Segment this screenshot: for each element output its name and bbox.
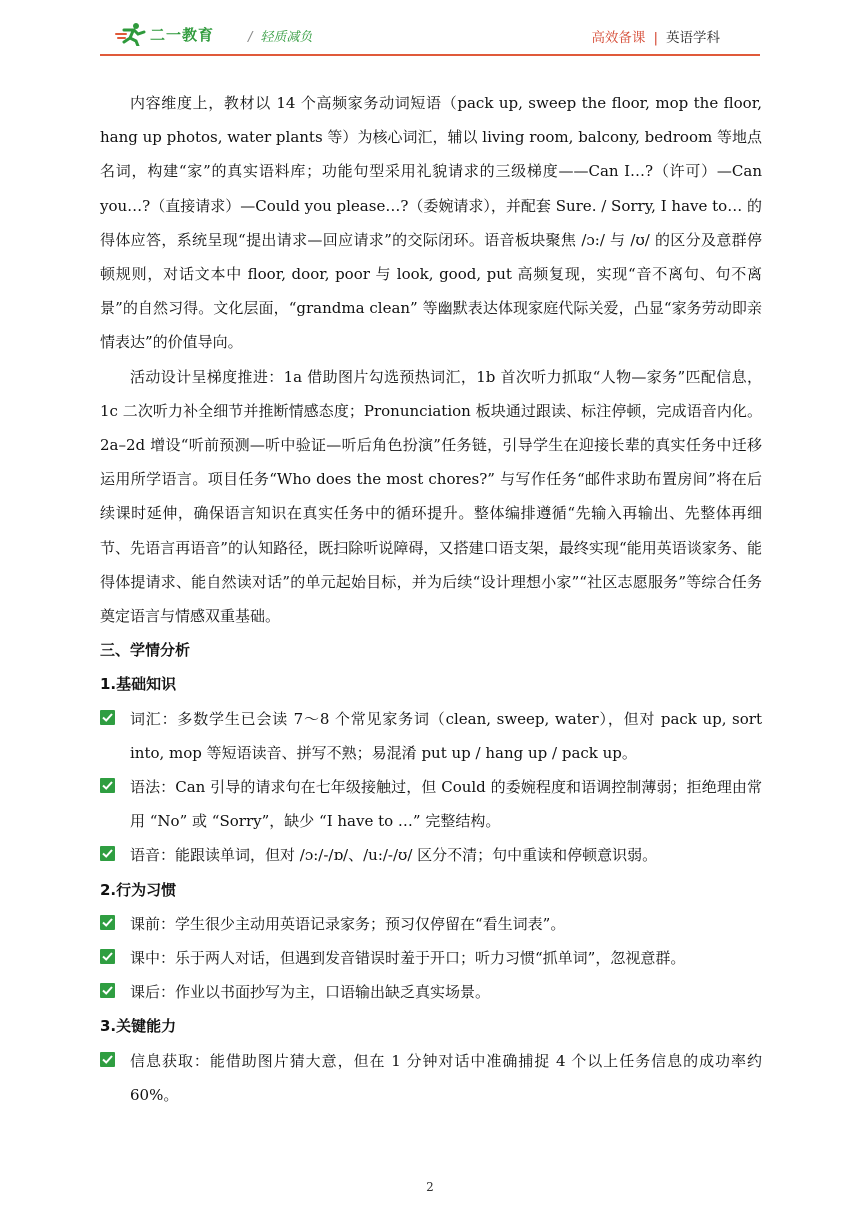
- running-man-logo-icon: [114, 22, 148, 46]
- check-box-icon: [100, 949, 115, 964]
- check-box-icon: [100, 983, 115, 998]
- list-item: [100, 702, 762, 770]
- list-item: [100, 975, 762, 1009]
- list-item-text: 课后：作业以书面抄写为主，口语输出缺乏真实场景。: [130, 983, 491, 1002]
- check-box-icon: [100, 710, 115, 725]
- list-item-text: 词汇：多数学生已会读 7～8 个常见家务词（clean, sweep, water），但对 pack up, sort into, mop 等短语读音、拼写不熟；易混淆 put up / hang up / pack up。: [130, 709, 762, 762]
- list-item-text: 语法：Can 引导的请求句在七年级接触过，但 Could 的委婉程度和语调控制薄弱；拒绝理由常用 “No” 或 “Sorry”，缺少 “I have to …” 完整结构。: [130, 778, 762, 831]
- section-title: 三、学情分析: [100, 641, 191, 660]
- list-item-text: 课中：乐于两人对话，但遇到发音错误时羞于开口；听力习惯“抓单词”，忽视意群。: [130, 949, 686, 968]
- header-divider: [100, 54, 760, 56]
- check-box-icon: [100, 1052, 115, 1067]
- list-item: [100, 907, 762, 941]
- page-header: [0, 0, 860, 60]
- page-number: 2: [426, 1180, 434, 1194]
- slogan-text: 轻质减负: [260, 30, 313, 45]
- paragraph-activity-design: 活动设计呈梯度推进：1a 借助图片勾选预热词汇，1b 首次听力抓取“人物—家务”匹配信息，1c 二次听力补全细节并推断情感态度；Pronunciation 板块通过跟读、标注停顿，完成语音内化。2a–2d 增设“听前预测—听中验证—听后角色扮演”任务链，引导学生在迎接长辈的真实任务中迁移运用所学语言。项目任务“Who does the most chores?” 与写作任务“邮件求助布置房间”将在后续课时延伸，确保语言知识在真实任务中的循环提升。整体编排遵循“先输入再输出、先整体再细节、先语言再语音”的认知路径，既扫除听说障碍，又搭建口语支架，最终实现“能用英语谈家务、能得体提请求、能自然读对话”的单元起始目标，并为后续“设计理想小家”“社区志愿服务”等综合任务奠定语言与情感双重基础。: [100, 367, 762, 626]
- check-box-icon: [100, 778, 115, 793]
- subsection-title-basic-knowledge: 1.基础知识: [100, 675, 177, 694]
- list-item: [100, 770, 762, 838]
- tag-subject: 英语学科: [666, 30, 720, 46]
- brand-name: 二一教育: [150, 25, 215, 44]
- tag-efficient-prep: 高效备课: [591, 30, 646, 46]
- header-tags: [591, 26, 720, 46]
- subsection-title-key-abilities: 3.关键能力: [100, 1017, 177, 1036]
- slogan: [248, 26, 312, 45]
- list-item: [100, 941, 762, 975]
- list-item-text: 语音：能跟读单词，但对 /ɔ:/-/ɒ/、/u:/-/ʊ/ 区分不清；句中重读和停顿意识弱。: [130, 846, 658, 865]
- document-body: [100, 86, 762, 1112]
- list-item: [100, 838, 762, 872]
- list-item-text: 课前：学生很少主动用英语记录家务；预习仅停留在“看生词表”。: [130, 914, 566, 933]
- slogan-slash: /: [248, 30, 253, 45]
- paragraph-content-dimension: 内容维度上，教材以 14 个高频家务动词短语（pack up, sweep the floor, mop the floor, hang up photos, water plants 等）为核心词汇，辅以 living room, balcony, bedroom 等地点名词，构建“家”的真实语料库；功能句型采用礼貌请求的三级梯度——Can I…?（许可）—Can you…?（直接请求）—Could you please…?（委婉请求），并配套 Sure. / Sorry, I have to… 的得体应答，系统呈现“提出请求—回应请求”的交际闭环。语音板块聚焦 /ɔ:/ 与 /ʊ/ 的区分及意群停顿规则，对话文本中 floor, door, poor 与 look, good, put 高频复现，实现“音不离句、句不离景”的自然习得。文化层面，“grandma clean” 等幽默表达体现家庭代际关爱，凸显“家务劳动即亲情表达”的价值导向。: [100, 94, 762, 352]
- brand-logo: [114, 22, 214, 46]
- check-box-icon: [100, 846, 115, 861]
- subsection-title-habits: 2.行为习惯: [100, 880, 177, 899]
- list-item-text: 信息获取：能借助图片猜大意，但在 1 分钟对话中准确捕捉 4 个以上任务信息的成功率约 60%。: [130, 1051, 762, 1104]
- check-box-icon: [100, 915, 115, 930]
- tag-separator: |: [653, 30, 658, 46]
- list-item: [100, 1044, 762, 1112]
